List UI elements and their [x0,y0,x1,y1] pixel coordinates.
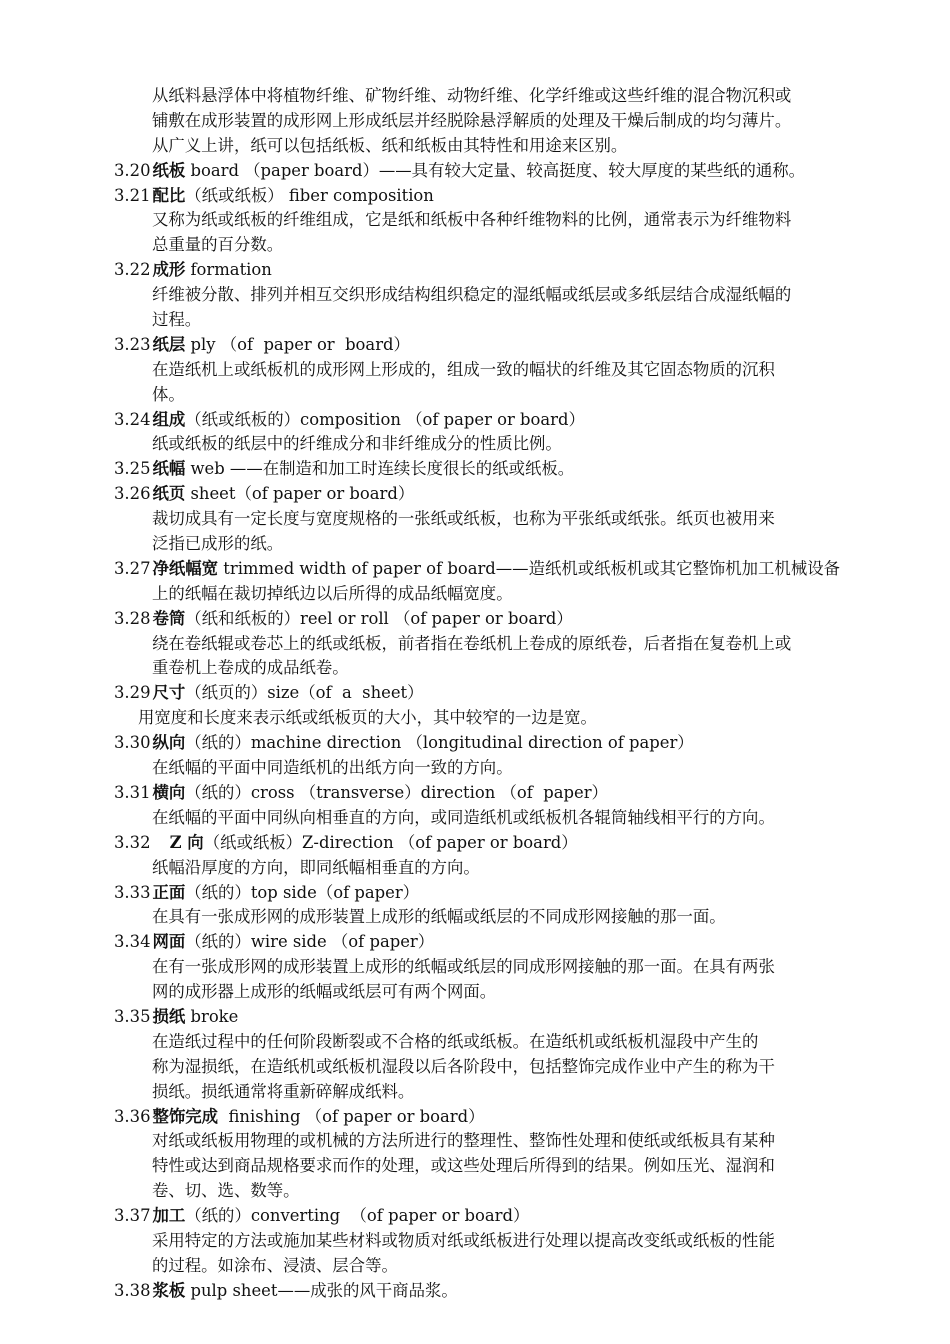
definition-text-line: 从广义上讲，纸可以包括纸板、纸和纸板由其特性和用途来区别。 [152,135,628,155]
clause-number: 3.36 [114,1106,151,1126]
definition-text-line: 体。 [152,384,185,404]
term-entry-line [0,159,950,184]
term-entry-line [0,408,950,433]
definition-text-line: 采用特定的方法或施加某些材料或物质对纸或纸板进行处理以提高改变纸或纸板的性能 [152,1230,775,1250]
term-definition-inline: formation [185,260,272,280]
term-entry-line [0,557,950,582]
definition-text-line: 过程。 [152,310,202,330]
term-definition-inline: （纸的）cross （transverse）direction （of paper） [185,782,608,802]
term-entry-line [0,731,950,756]
term-definition-inline: （纸页的）size（of a sheet） [185,683,424,703]
definition-text-line: 总重量的百分数。 [152,235,284,255]
definition-text-line: 在造纸机上或纸板机的成形网上形成的，组成一致的幅状的纤维及其它固态物质的沉积 [152,359,775,379]
clause-number: 3.25 [114,459,151,479]
term-name: 整饰完成 [152,1106,219,1126]
definition-text-line: 纤维被分散、排列并相互交织形成结构组织稳定的湿纸幅或纸层或多纸层结合成湿纸幅的 [152,285,792,305]
definition-text-line: 重卷机上卷成的成品纸卷。 [152,658,349,678]
definition-text-line: 称为湿损纸，在造纸机或纸板机湿段以后各阶段中，包括整饰完成作业中产生的称为干 [152,1056,775,1076]
term-definition-inline: ply （of paper or board） [185,334,410,354]
term-name: 净纸幅宽 [152,558,219,578]
term-name: 尺寸 [152,683,186,703]
definition-text-line: 从纸料悬浮体中将植物纤维、矿物纤维、动物纤维、化学纤维或这些纤维的混合物沉积或 [152,86,792,105]
definition-text-line: 对纸或纸板用物理的或机械的方法所进行的整理性、整饰性处理和使纸或纸板具有某种 [152,1131,775,1151]
clause-number: 3.32 [114,832,151,852]
term-definition-inline: （纸或纸板的）composition （of paper or board） [185,409,585,429]
term-definition-inline: （纸的）top side（of paper） [185,882,420,902]
clause-number: 3.35 [114,1006,151,1026]
term-name: 浆板 [152,1280,186,1300]
definition-text-line: 纸幅沿厚度的方向，即同纸幅相垂直的方向。 [152,857,480,877]
definition-text-line: 网的成形器上成形的纸幅或纸层可有两个网面。 [152,982,497,1002]
clause-number: 3.28 [114,608,151,628]
term-definition-inline: （纸和纸板的）reel or roll （of paper or board） [185,608,573,628]
term-name: 卷筒 [152,608,186,628]
clause-number: 3.29 [114,683,151,703]
term-entry-line [0,333,950,358]
clause-number: 3.24 [114,409,151,429]
clause-number: 3.33 [114,882,151,902]
document-body [0,84,950,1304]
term-entry-line [0,1005,950,1030]
definition-text-line: 在具有一张成形网的成形装置上成形的纸幅或纸层的不同成形网接触的那一面。 [152,907,726,927]
term-name: 组成 [152,409,186,429]
definition-text-line: 在纸幅的平面中同造纸机的出纸方向一致的方向。 [152,758,513,778]
clause-number: 3.23 [114,334,151,354]
term-entry-line [0,1204,950,1229]
term-name: 纸层 [152,334,186,354]
definition-text-line: 在造纸过程中的任何阶段断裂或不合格的纸或纸板。在造纸机或纸板机湿段中产生的 [152,1031,759,1051]
definition-text-line: 又称为纸或纸板的纤维组成，它是纸和纸板中各种纤维物料的比例，通常表示为纤维物料 [152,210,792,230]
term-name: 纵向 [152,733,186,753]
term-name: 配比 [152,185,186,205]
term-definition-inline: （纸的）converting （of paper or board） [185,1206,530,1226]
term-entry-line [0,482,950,507]
term-entry-line [0,607,950,632]
term-name: 成形 [152,260,186,280]
definition-text-line: 纸或纸板的纸层中的纤维成分和非纤维成分的性质比例。 [152,434,562,454]
term-entry-line [0,457,950,482]
term-name: 纸幅 [152,459,186,479]
clause-number: 3.22 [114,260,151,280]
definition-text-line: 的过程。如涂布、浸渍、层合等。 [152,1255,398,1275]
definition-text-line: 在有一张成形网的成形装置上成形的纸幅或纸层的同成形网接触的那一面。在具有两张 [152,957,775,977]
term-name: 纸页 [152,484,186,504]
term-definition-inline: finishing （of paper or board） [218,1106,485,1126]
term-definition-inline: （纸的）machine direction （longitudinal direction of paper） [185,733,694,753]
term-definition-inline: （纸或纸板）Z-direction （of paper or board） [203,832,578,852]
term-definition-inline: trimmed width of paper of board——造纸机或纸板机或其它整饰机加工机械设备 [218,558,840,578]
term-entry-line [0,781,950,806]
term-name: 正面 [152,882,186,902]
term-entry-line [0,930,950,955]
term-entry-line [0,881,950,906]
clause-number: 3.21 [114,185,151,205]
term-entry-line [0,1279,950,1304]
definition-text-line: 特性或达到商品规格要求而作的处理，或这些处理后所得到的结果。例如压光、湿润和 [152,1156,775,1176]
term-entry-line [0,1105,950,1130]
definition-text-line: 损纸。损纸通常将重新碎解成纸料。 [152,1081,415,1101]
clause-number: 3.26 [114,484,151,504]
term-definition-inline: broke [185,1006,239,1026]
clause-number: 3.37 [114,1206,151,1226]
definition-text-line: 用宽度和长度来表示纸或纸板页的大小，其中较窄的一边是宽。 [138,708,597,728]
clause-number: 3.31 [114,782,151,802]
definition-text-line: 在纸幅的平面中同纵向相垂直的方向，或同造纸机或纸板机各辊筒轴线相平行的方向。 [152,807,775,827]
term-name: 纸板 [152,160,186,180]
clause-number: 3.38 [114,1280,151,1300]
term-name: 损纸 [152,1006,186,1026]
term-definition-inline: （纸或纸板） fiber composition [185,185,434,205]
term-definition-inline: pulp sheet——成张的风干商品浆。 [185,1280,458,1300]
definition-text-line: 上的纸幅在裁切掉纸边以后所得的成品纸幅宽度。 [152,583,513,603]
clause-number: 3.27 [114,558,151,578]
term-definition-inline: web ——在制造和加工时连续长度很长的纸或纸板。 [185,459,575,479]
clause-number: 3.30 [114,733,151,753]
term-name: 网面 [152,932,186,952]
clause-number: 3.20 [114,160,151,180]
clause-number: 3.34 [114,932,151,952]
definition-text-line: 裁切成具有一定长度与宽度规格的一张纸或纸板，也称为平张纸或纸张。纸页也被用来 [152,509,775,529]
term-name: 横向 [152,782,186,802]
term-name: Z 向 [152,832,204,852]
definition-text-line: 铺敷在成形装置的成形网上形成纸层并经脱除悬浮解质的处理及干燥后制成的均匀薄片。 [152,110,792,130]
definition-text-line: 绕在卷纸辊或卷芯上的纸或纸板，前者指在卷纸机上卷成的原纸卷，后者指在复卷机上或 [152,633,792,653]
term-definition-inline: （纸的）wire side （of paper） [185,932,435,952]
term-entry-line [0,258,950,283]
term-entry-line [0,184,950,209]
definition-text-line: 泛指已成形的纸。 [152,534,284,554]
term-definition-inline: board （paper board）——具有较大定量、较高挺度、较大厚度的某些纸的通称。 [185,160,806,180]
definition-text-line: 卷、切、选、数等。 [152,1181,300,1201]
term-entry-line [0,831,950,856]
term-definition-inline: sheet（of paper or board） [185,484,415,504]
term-name: 加工 [152,1206,186,1226]
term-entry-line [0,681,950,706]
